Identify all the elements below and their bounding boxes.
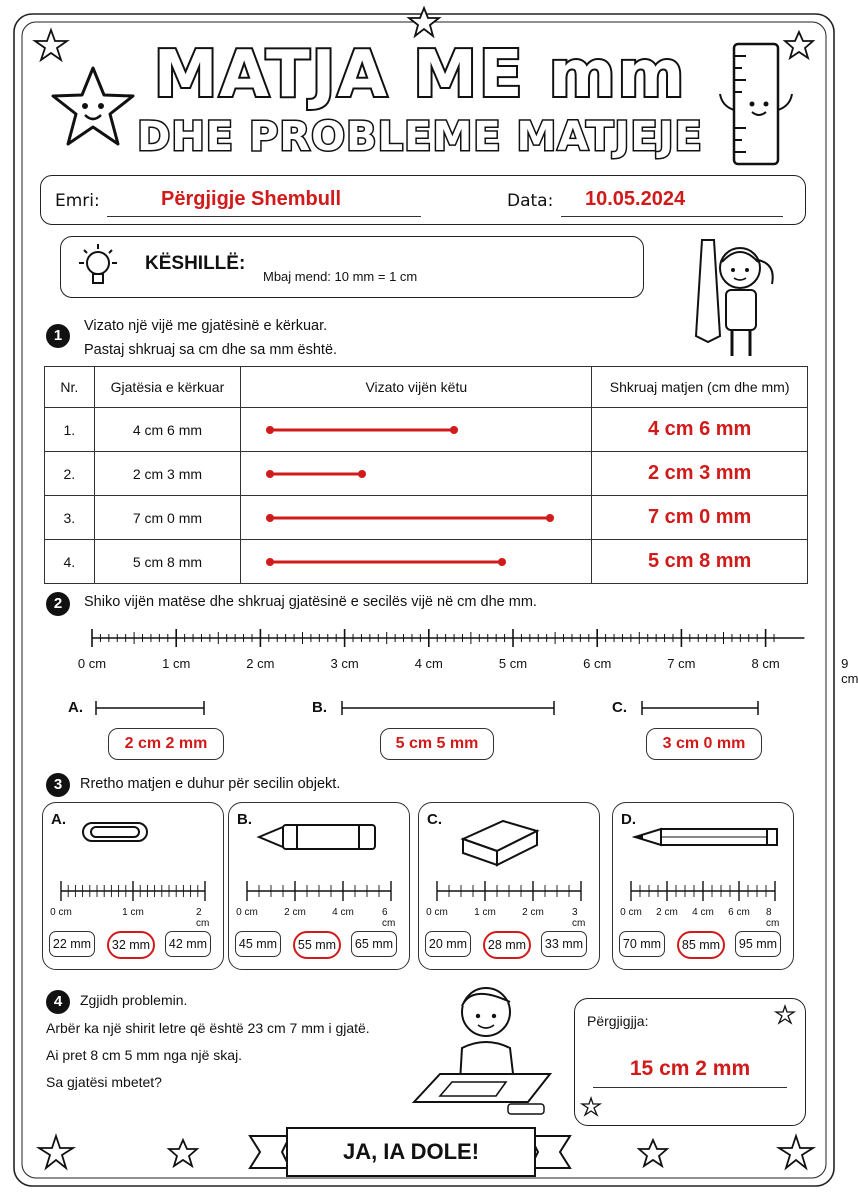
measure-card — [612, 802, 794, 970]
row-number: 3. — [45, 496, 95, 540]
ruler-tick-label: 6 cm — [728, 907, 750, 918]
drawn-line-cell — [241, 452, 592, 496]
task3-instruction: Rretho matjen e duhur për secilin objekt. — [80, 776, 341, 792]
ruler-tick-label: 8 cm — [766, 907, 780, 929]
line-endpoint — [266, 470, 274, 478]
star-icon — [38, 1134, 74, 1170]
task4-answer-label: Përgjigjja: — [587, 1013, 649, 1029]
measure-option-selected[interactable]: 55 mm — [293, 931, 341, 959]
tip-heading: KËSHILLË: — [145, 253, 246, 274]
measure-option[interactable]: 70 mm — [619, 931, 665, 957]
ruler-tick-label: 1 cm — [162, 656, 191, 671]
measure-card — [42, 802, 224, 970]
measure-option-selected[interactable]: 28 mm — [483, 931, 531, 959]
ruler-tick-label: 0 cm — [77, 656, 107, 671]
paperclip-icon — [43, 817, 223, 873]
name-line — [107, 216, 421, 217]
card-letter: C. — [427, 811, 442, 828]
ruler-tick-label: 3 cm — [330, 656, 359, 671]
task2-ruler — [0, 618, 848, 658]
card-ruler — [43, 879, 223, 903]
card-ruler — [229, 879, 409, 903]
name-date-box — [40, 175, 806, 225]
date-value: 10.05.2024 — [585, 188, 686, 210]
line-endpoint — [450, 426, 458, 434]
task4-number-badge: 4 — [46, 990, 70, 1014]
required-length: 4 cm 6 mm — [94, 408, 241, 452]
task2-number-badge: 2 — [46, 592, 70, 616]
ruler-tick-label: 2 cm — [656, 907, 678, 918]
line-endpoint — [266, 558, 274, 566]
pencil-icon — [613, 817, 793, 873]
measure-option[interactable]: 42 mm — [165, 931, 211, 957]
ruler-tick-label: 9 cm — [841, 656, 858, 686]
line-endpoint — [498, 558, 506, 566]
star-icon — [34, 28, 68, 62]
ruler-tick-label: 7 cm — [667, 656, 696, 671]
line-endpoint — [358, 470, 366, 478]
measure-option[interactable]: 45 mm — [235, 931, 281, 957]
column-header-draw: Vizato vijën këtu — [241, 367, 592, 408]
ruler-tick-label: 4 cm — [332, 907, 354, 918]
task3-number-badge: 3 — [46, 773, 70, 797]
tip-text: Mbaj mend: 10 mm = 1 cm — [263, 269, 418, 284]
girl-with-pencil-illustration — [680, 232, 790, 362]
date-line — [561, 216, 783, 217]
tip-box — [60, 236, 644, 298]
ruler-tick-label: 5 cm — [498, 656, 528, 671]
task1-instruction-line1: Vizato një vijë me gjatësinë e kërkuar. — [84, 318, 328, 334]
ruler-tick-label: 2 cm — [522, 907, 544, 918]
date-label: Data: — [507, 191, 554, 211]
line-answer: 2 cm 2 mm — [108, 728, 224, 760]
task4-line3: Sa gjatësi mbetet? — [46, 1074, 162, 1090]
measure-card — [418, 802, 600, 970]
ruler-tick-label: 3 cm — [572, 907, 586, 929]
lightbulb-icon — [69, 241, 127, 293]
measure-option[interactable]: 33 mm — [541, 931, 587, 957]
written-answer: 2 cm 3 mm — [592, 452, 808, 496]
measure-card — [228, 802, 410, 970]
line-endpoint — [546, 514, 554, 522]
ruler-tick-label: 1 cm — [122, 907, 144, 918]
ruler-tick-label: 8 cm — [751, 656, 780, 671]
table-row — [45, 496, 808, 540]
task1-number-badge: 1 — [46, 324, 70, 348]
star-icon — [581, 1097, 601, 1117]
row-number: 2. — [45, 452, 95, 496]
row-number: 4. — [45, 540, 95, 584]
star-icon — [638, 1138, 668, 1168]
task2-instruction: Shiko vijën matëse dhe shkruaj gjatësinë e secilës vijë në cm dhe mm. — [84, 594, 537, 610]
task1-table — [44, 366, 808, 584]
measured-line — [0, 698, 848, 718]
drawn-line — [242, 420, 590, 440]
ruler-tick-label: 0 cm — [50, 907, 72, 918]
line-endpoint — [266, 426, 274, 434]
table-header-row — [45, 367, 808, 408]
boy-cutting-paper-illustration — [410, 978, 560, 1120]
line-endpoint — [266, 514, 274, 522]
ruler-tick-label: 0 cm — [236, 907, 258, 918]
column-header-answer: Shkruaj matjen (cm dhe mm) — [592, 367, 808, 408]
required-length: 2 cm 3 mm — [94, 452, 241, 496]
task4-answer-box — [574, 998, 806, 1126]
measure-option-selected[interactable]: 32 mm — [107, 931, 155, 959]
column-header-nr: Nr. — [45, 367, 95, 408]
task4-answer-line — [593, 1087, 787, 1088]
line-letter: C. — [612, 699, 627, 716]
ruler-tick-label: 0 cm — [620, 907, 642, 918]
task4-line2: Ai pret 8 cm 5 mm nga një skaj. — [46, 1047, 243, 1063]
measure-option[interactable]: 65 mm — [351, 931, 397, 957]
drawn-line — [242, 552, 590, 572]
page-title: MATJA ME mm — [153, 38, 687, 112]
task4-heading: Zgjidh problemin. — [80, 992, 188, 1008]
card-ruler — [419, 879, 599, 903]
required-length: 7 cm 0 mm — [94, 496, 241, 540]
ruler-tick-label: 6 cm — [583, 656, 612, 671]
page-subtitle: DHE PROBLEME MATJEJE — [137, 114, 703, 160]
star-icon — [168, 1138, 198, 1168]
drawn-line-cell — [241, 408, 592, 452]
ruler-tick-label: 0 cm — [426, 907, 448, 918]
line-answer: 5 cm 5 mm — [380, 728, 494, 760]
line-letter: B. — [312, 699, 327, 716]
card-ruler — [613, 879, 793, 903]
required-length: 5 cm 8 mm — [94, 540, 241, 584]
written-answer: 7 cm 0 mm — [592, 496, 808, 540]
name-value: Përgjigje Shembull — [161, 188, 342, 210]
ruler-tick-label: 1 cm — [474, 907, 496, 918]
star-icon — [778, 1134, 814, 1170]
name-label: Emri: — [55, 191, 100, 211]
task1-instruction-line2: Pastaj shkruaj sa cm dhe sa mm është. — [84, 342, 338, 358]
written-answer: 5 cm 8 mm — [592, 540, 808, 584]
measure-option[interactable]: 95 mm — [735, 931, 781, 957]
star-icon — [775, 1005, 795, 1025]
task4-answer-value: 15 cm 2 mm — [629, 1057, 751, 1080]
column-header-length: Gjatësia e kërkuar — [94, 367, 241, 408]
line-answer: 3 cm 0 mm — [646, 728, 762, 760]
crayon-icon — [229, 817, 409, 873]
footer-banner: JA, IA DOLE! — [286, 1127, 536, 1177]
drawn-line-cell — [241, 496, 592, 540]
card-letter: B. — [237, 811, 252, 828]
ruler-tick-label: 4 cm — [692, 907, 714, 918]
drawn-line — [242, 508, 590, 528]
ruler-tick-label: 2 cm — [246, 656, 275, 671]
line-letter: A. — [68, 699, 83, 716]
table-row — [45, 452, 808, 496]
card-letter: D. — [621, 811, 636, 828]
measure-option[interactable]: 20 mm — [425, 931, 471, 957]
star-icon — [408, 6, 440, 38]
ruler-tick-label: 2 cm — [284, 907, 306, 918]
written-answer: 4 cm 6 mm — [592, 408, 808, 452]
card-letter: A. — [51, 811, 66, 828]
drawn-line — [242, 464, 590, 484]
eraser-icon — [419, 817, 599, 873]
measure-option-selected[interactable]: 85 mm — [677, 931, 725, 959]
table-row — [45, 540, 808, 584]
row-number: 1. — [45, 408, 95, 452]
task4-line1: Arbër ka një shirit letre që është 23 cm 7 mm i gjatë. — [46, 1020, 370, 1036]
ruler-tick-label: 6 cm — [382, 907, 396, 929]
ruler-tick-label: 4 cm — [414, 656, 443, 671]
drawn-line-cell — [241, 540, 592, 584]
table-row — [45, 408, 808, 452]
measure-option[interactable]: 22 mm — [49, 931, 95, 957]
ruler-tick-label: 2 cm — [196, 907, 210, 929]
